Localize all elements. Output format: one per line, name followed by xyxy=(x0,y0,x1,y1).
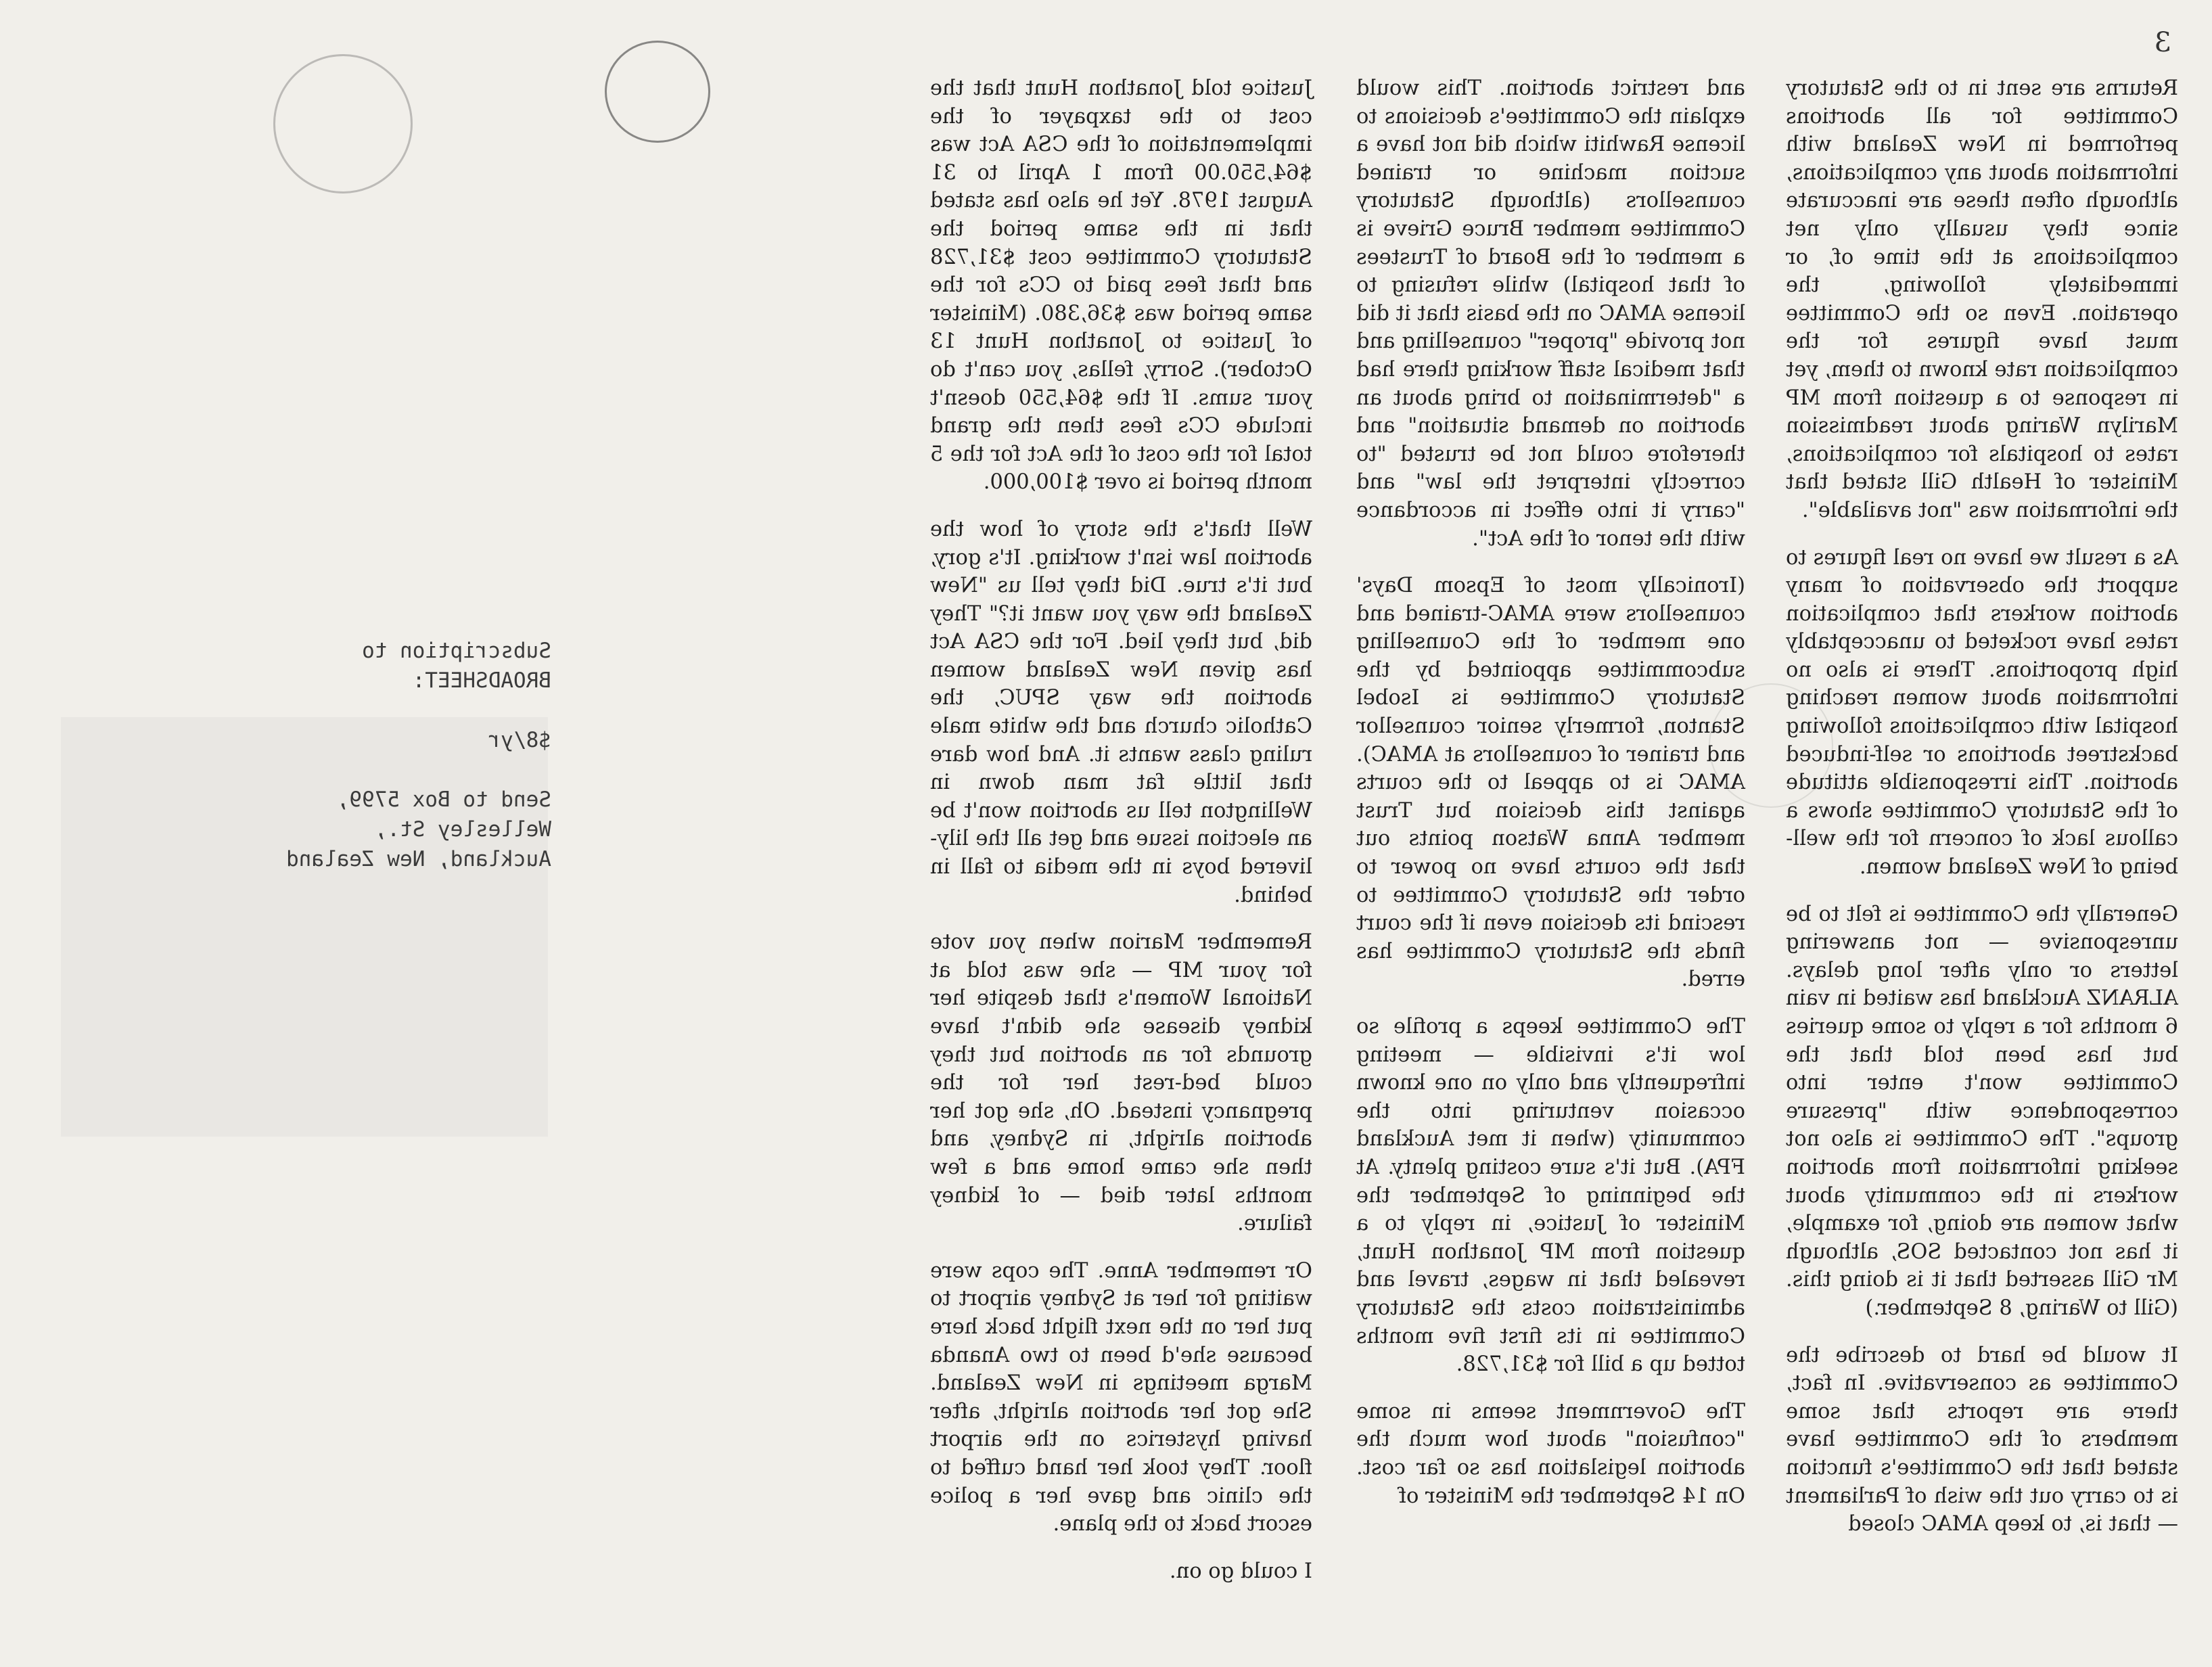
subscription-line: Subscription to xyxy=(362,639,551,663)
paragraph: It would be hard to describe the Committee as conservative. In fact, there are reports that some members of the Committee have stated that the Committee's function is to carry out the wish of Parliament — that is, to keep AMAC closed xyxy=(1786,1343,2178,1536)
closing-line: I could go on. xyxy=(1169,1559,1312,1583)
subscription-price: $8/yr xyxy=(488,728,551,752)
paragraph: Returns are sent in to the Statutory Committee for all abortions performed in New Zealand with information about any complications, although often these are inaccurate since they usually only net complications at the time of, or immediately following, the operation. Even so the Committee must have figures for the complication rate known to them, yet in response to a question from MP Marilyn Waring about readmission rates to hospitals for complications, Minister of Health Gill stated that the information was "not available". xyxy=(1786,76,2178,522)
paragraph: and restrict abortion. This would explain the Committee's decisions to license Rawhiti which did not have a suction machine or trained counsellors (although Statutory Committee member Bruce Grieve is a member of the Board of Trustees of that hospital) while refusing to license AMAC on the basis that it did not provide "proper" counselling and that medical staff working there had a "determination to bring about an abortion on demand situation" and therefore could not be trusted "to correctly interpret the law" and "carry it into effect in accordance with the tenor of the Act". xyxy=(1356,76,1745,551)
paragraph: The Government seems in some "confusion" about how much the abortion legislation has so far cost. On 14 September the Minister of xyxy=(1356,1399,1745,1508)
paragraph: Remember Marion when you vote for your MP — she was told at National Women's that despite her kidney disease she didn't have grounds for an abortion but they could bed-rest her for the pregnancy instead. Oh, she got her abortion alright, in Sydney, and then she came home and a few months later died — of kidney failure. xyxy=(930,930,1312,1236)
paragraph: Justice told Jonathon Hunt that the cost to the taxpayer of the implementation of the CSA Act was $64,550.00 from 1 April to 31 August 1978. Yet he also has stated that in the same period the Statutory Committee cost $31,728 and that fees paid to CCs for the same period was $36,380. (Minister of Justice to Jonathon Hunt 13 October). Sorry, fellas, you can't do your sums. If the $64,550 doesn't include CCs fees then the grand total for the cost of the Act for the 5 month period is over $100,000. xyxy=(930,76,1312,495)
paragraph: (Ironically most of Epsom Days' counsellors were AMAC-trained and one member of the Counselling subcommittee appointed by the Statutory Committee is Isobel Stanton, formerly senior counsellor and trainer of counsellors at AMAC). AMAC is to appeal to the courts against this decision but Trust member Anna Watson points out that the courts have no power to order the Statutory Committee to rescind its decision even if the court finds the Statutory Committee has erred. xyxy=(1356,574,1745,992)
page-number: 3 xyxy=(2154,27,2171,58)
paragraph: Or remember Anne. The cops were waiting for her at Sydney airport to put her on the next flight back here because she'd been to two Ananda Marga meetings in New Zealand. She got her abortion alright, after having hysterics on the airport floor. They took her hand cuffed to the clinic and gave her a police escort back to the plane. xyxy=(930,1258,1312,1536)
address-line: Wellesley St., xyxy=(374,817,551,842)
article-column-2 xyxy=(1356,74,1745,1529)
subscription-notice xyxy=(286,636,551,874)
paragraph: The Committee keeps a profile so low it's invisible — meeting infrequently and only on one known occasion venturing into the community (when it met Auckland FPA). But it's sure costing plenty. At the beginning of September the Minister of Justice, in reply to a question from MP Jonathon Hunt, revealed that in wages, travel and administration costs the Statutory Committee in its first five months totted up a bill for $31,728. xyxy=(1356,1015,1745,1377)
article-column-1 xyxy=(1786,74,2178,1557)
subscription-line: BROADSHEET: xyxy=(412,668,551,693)
handwritten-circle-mark xyxy=(605,41,710,143)
paragraph: As a result we have no real figures to support the observation of many abortion workers that complication rates have rocketed to unacceptably high proportions. There is also no information about women reaching hospital with complications following backstreet abortions or self-induced abortion. This irresponsible attitude of the Statutory Committee shows a callous lack of concern for the well-being of New Zealand women. xyxy=(1786,545,2178,880)
paragraph: Generally the Committee is felt to be unresponsive — not answering letters or only after long delays. ALRANZ Auckland has waited in vain 6 months for a reply to some queries but has been told that the Committee won't enter into correspondence with "pressure groups". The Committee is also not seeking information from abortion workers in the community about what women are doing, for example, it has not contacted SOS, although Mr Gill asserted that it is doing this. (Gill to Waring, 8 September.) xyxy=(1786,902,2178,1320)
paragraph: Well that's the story of how the abortion law isn't working. It's gory, but it's true. Did they tell us "New Zealand the way you want it?" They did, but they lied. For the CSA Act has given New Zealand women abortion the way SPUC, the Catholic church and the white male ruling class wants it. And how dare that little fat man down in Wellington tell us abortion won't be an election issue and get all the lily-livered boys in the media to fall in behind. xyxy=(930,517,1312,907)
address-line: Auckland, New Zealand xyxy=(286,847,551,871)
postmark-stamp xyxy=(273,54,413,193)
address-line: Send to Box 5799, xyxy=(336,787,551,812)
article-column-3 xyxy=(930,74,1312,1604)
